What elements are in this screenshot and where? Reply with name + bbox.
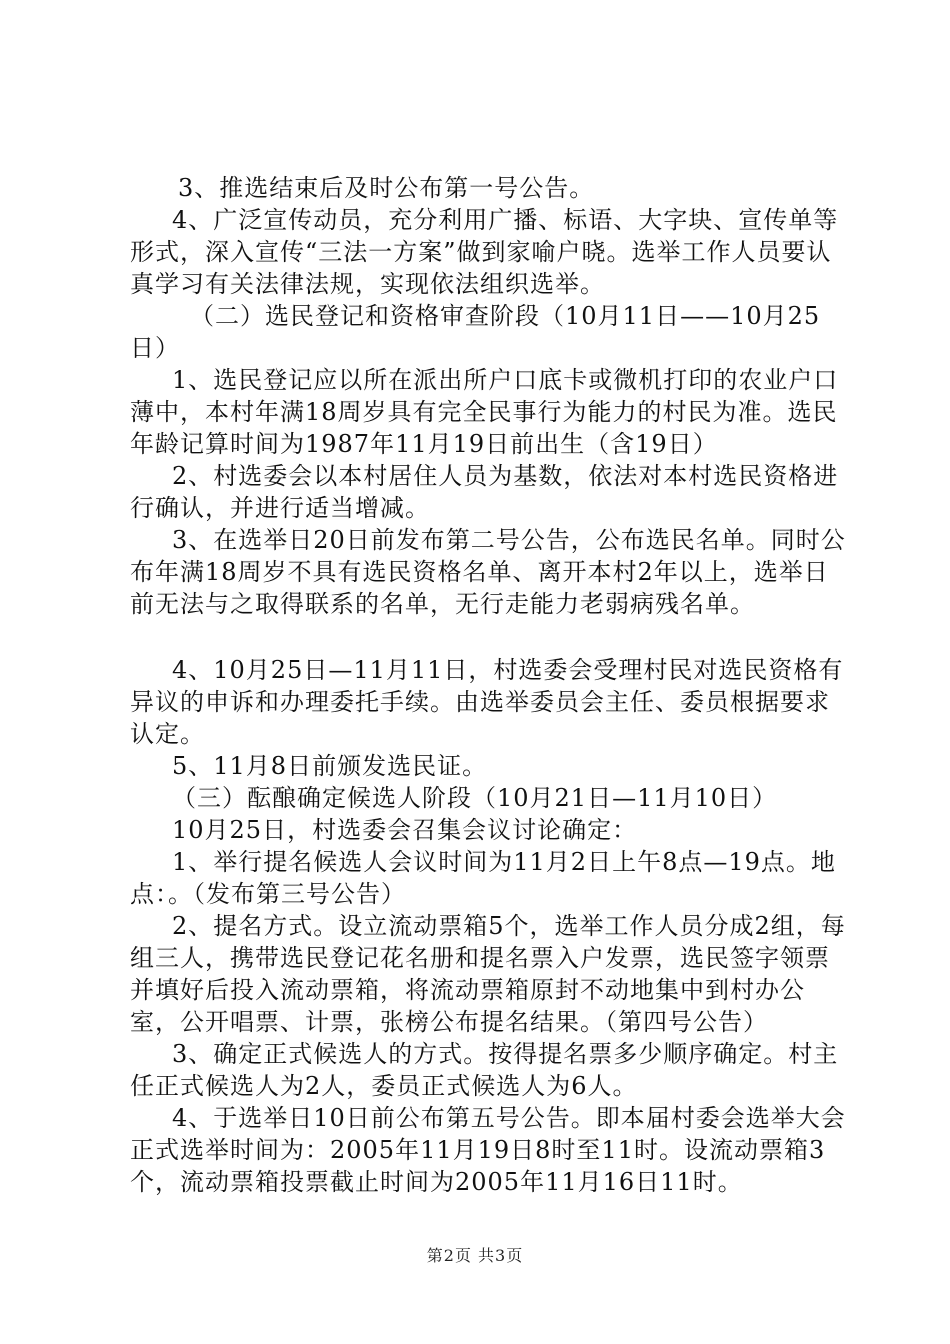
paragraph-gap	[130, 620, 850, 654]
paragraph: 4、广泛宣传动员，充分利用广播、标语、大字块、宣传单等形式，深入宣传“三法一方案”做到家喻户晓。选举工作人员要认真学习有关法律法规，实现依法组织选举。	[130, 206, 839, 298]
paragraph: 3、确定正式候选人的方式。按得提名票多少顺序确定。村主任正式候选人为2人，委员正式候选人为6人。	[130, 1040, 839, 1100]
page-footer	[0, 1246, 950, 1266]
paragraph: 2、村选委会以本村居住人员为基数，依法对本村选民资格进行确认，并进行适当增减。	[130, 462, 839, 522]
paragraph: 1、选民登记应以所在派出所户口底卡或微机打印的农业户口薄中，本村年满18周岁具有完全民事行为能力的村民为准。选民年龄记算时间为1987年11月19日前出生（含19日）	[130, 366, 839, 458]
paragraph: 3、在选举日20日前发布第二号公告，公布选民名单。同时公布年满18周岁不具有选民资格名单、离开本村2年以上，选举日前无法与之取得联系的名单，无行走能力老弱病残名单。	[130, 526, 846, 618]
paragraph: 4、10月25日—11月11日，村选委会受理村民对选民资格有异议的申诉和办理委托手续。由选举委员会主任、委员根据要求认定。	[130, 656, 844, 748]
paragraph: 1、举行提名候选人会议时间为11月2日上午8点—19点。地点：。（发布第三号公告）	[130, 848, 836, 908]
paragraph: 4、于选举日10日前公布第五号公告。即本届村委会选举大会正式选举时间为：2005年11月19日8时至11时。设流动票箱3个，流动票箱投票截止时间为2005年11月16日11时。	[130, 1104, 846, 1196]
page-number-label: 第2页 共3页	[426, 1246, 524, 1265]
paragraph: 10月25日，村选委会召集会议讨论确定：	[172, 816, 638, 844]
section-heading: （二）选民登记和资格审查阶段（10月11日——10月25日）	[130, 302, 821, 362]
paragraph: 5、11月8日前颁发选民证。	[172, 752, 488, 780]
paragraph: 2、提名方式。设立流动票箱5个，选举工作人员分成2组，每组三人，携带选民登记花名册和提名票入户发票，选民签字领票并填好后投入流动票箱，将流动票箱原封不动地集中到村办公室，公开唱票、计票，张榜公布提名结果。（第四号公告）	[130, 912, 846, 1036]
document-body	[130, 172, 850, 1198]
paragraph: 3、推选结束后及时公布第一号公告。	[178, 174, 595, 202]
section-heading: （三）酝酿确定候选人阶段（10月21日—11月10日）	[172, 784, 778, 812]
